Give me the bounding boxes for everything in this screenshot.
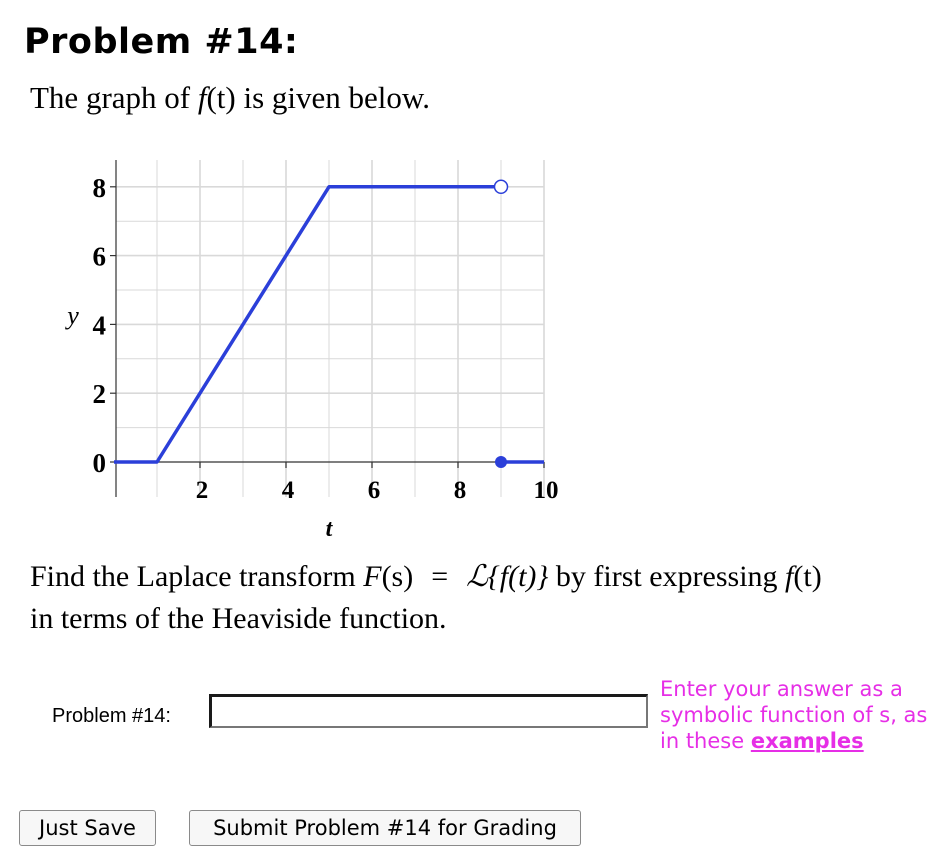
graph-grid [116, 160, 544, 497]
hint-text: Enter your answer as a symbolic function of s, as in these [660, 677, 928, 753]
y-tick-label: 0 [92, 448, 106, 478]
t-argument: (t) [793, 560, 822, 593]
x-tick-label: 6 [367, 477, 381, 504]
question-line-2: in terms of the Heaviside function. [30, 602, 447, 635]
f-symbol: f [785, 560, 794, 593]
intro-function: f [197, 80, 207, 115]
submit-button[interactable]: Submit Problem #14 for Grading [189, 810, 581, 846]
answer-input[interactable] [209, 694, 648, 728]
equals-sign: = [431, 560, 449, 593]
y-tick-label: 6 [92, 241, 106, 272]
laplace-expression: ℒ{f(t)} [466, 560, 549, 593]
question-prefix: Find the Laplace transform [30, 560, 364, 593]
closed-endpoint [495, 456, 507, 468]
graph-axes [110, 160, 544, 497]
y-axis-label: y [67, 301, 79, 330]
intro-suffix: is given below. [235, 80, 431, 115]
y-tick-label: 8 [92, 172, 106, 203]
intro-prefix: The graph of [30, 80, 198, 115]
graph-labels [64, 173, 558, 542]
question-text [30, 556, 930, 640]
x-axis-label: t [325, 516, 333, 542]
y-tick-label: 4 [92, 310, 106, 341]
x-tick-label: 4 [281, 477, 295, 504]
x-tick-label: 2 [195, 477, 209, 504]
question-line-1 [30, 556, 930, 598]
capital-f-symbol: F [363, 560, 382, 593]
just-save-button[interactable]: Just Save [19, 810, 156, 846]
x-tick-label: 10 [533, 477, 559, 504]
answer-label: Problem #14: [52, 705, 171, 727]
intro-argument: (t) [206, 80, 236, 115]
problem-title: Problem #14: [24, 22, 299, 62]
open-endpoint [495, 180, 508, 193]
s-argument: (s) [381, 560, 414, 593]
examples-link[interactable]: examples [750, 729, 864, 753]
x-tick-label: 8 [453, 477, 467, 504]
answer-hint [660, 676, 940, 754]
y-tick-label: 2 [92, 379, 106, 410]
question-middle: by first expressing [548, 560, 786, 593]
